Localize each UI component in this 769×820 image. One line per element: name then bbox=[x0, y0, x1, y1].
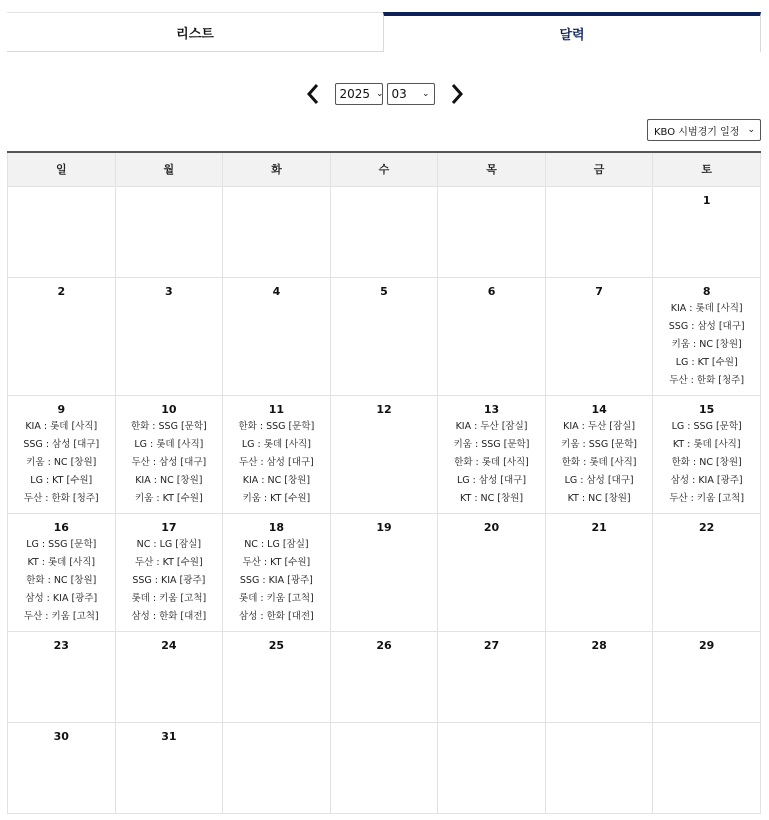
year-select[interactable] bbox=[335, 83, 383, 105]
week-row bbox=[8, 722, 761, 813]
empty-cell bbox=[545, 722, 653, 813]
game-entry[interactable]: LG : KT [수원] bbox=[30, 474, 93, 486]
weekday-header bbox=[8, 152, 761, 186]
day-cell-14 bbox=[545, 395, 653, 513]
day-number: 25 bbox=[268, 638, 285, 652]
empty-cell bbox=[223, 722, 331, 813]
game-entry[interactable]: 두산 : 키움 [고척] bbox=[669, 492, 745, 504]
day-number: 9 bbox=[57, 402, 66, 416]
day-cell-30 bbox=[8, 722, 116, 813]
weekday-fri: 금 bbox=[545, 152, 653, 186]
empty-cell bbox=[330, 186, 438, 277]
day-number: 29 bbox=[699, 638, 715, 652]
day-cell-27 bbox=[438, 631, 546, 722]
empty-cell bbox=[223, 186, 331, 277]
day-number: 22 bbox=[699, 520, 715, 534]
calendar-grid bbox=[7, 151, 761, 814]
month-navigator bbox=[0, 80, 769, 108]
game-entry[interactable]: KT : NC [창원] bbox=[460, 492, 524, 504]
game-entry[interactable]: KIA : 롯데 [사직] bbox=[670, 302, 743, 314]
empty-cell bbox=[653, 722, 761, 813]
day-cell-29 bbox=[653, 631, 761, 722]
day-cell-8 bbox=[653, 277, 761, 395]
day-number: 2 bbox=[57, 284, 66, 298]
game-entry[interactable]: SSG : KIA [광주] bbox=[132, 574, 206, 586]
game-entry[interactable]: SSG : 삼성 [대구] bbox=[23, 438, 100, 450]
day-number: 5 bbox=[380, 284, 388, 298]
game-entry[interactable]: 한화 : NC [창원] bbox=[26, 574, 97, 586]
day-cell-16 bbox=[8, 513, 116, 631]
game-entry[interactable]: 두산 : 삼성 [대구] bbox=[131, 456, 207, 468]
chevron-left-icon bbox=[306, 83, 320, 105]
game-entry[interactable]: LG : KT [수원] bbox=[675, 356, 738, 368]
game-entry[interactable]: KT : 롯데 [사직] bbox=[27, 556, 96, 568]
day-number: 16 bbox=[53, 520, 69, 534]
game-entry[interactable]: 두산 : 키움 [고척] bbox=[23, 610, 99, 622]
day-cell-4 bbox=[223, 277, 331, 395]
day-number: 4 bbox=[272, 284, 281, 298]
chevron-down-icon: ⌄ bbox=[376, 89, 384, 99]
day-cell-1 bbox=[653, 186, 761, 277]
day-number: 10 bbox=[161, 402, 177, 416]
empty-cell bbox=[438, 722, 546, 813]
game-entry[interactable]: 한화 : 롯데 [사직] bbox=[561, 456, 637, 468]
game-entry[interactable]: SSG : 삼성 [대구] bbox=[668, 320, 745, 332]
day-number: 27 bbox=[483, 638, 500, 652]
day-number: 3 bbox=[165, 284, 173, 298]
day-cell-31 bbox=[115, 722, 223, 813]
game-entry[interactable]: 키움 : NC [창원] bbox=[671, 338, 742, 350]
empty-cell bbox=[545, 186, 653, 277]
week-row bbox=[8, 631, 761, 722]
tab-list[interactable]: 리스트 bbox=[7, 12, 383, 52]
day-number: 8 bbox=[702, 284, 711, 298]
weekday-thu: 목 bbox=[438, 152, 546, 186]
day-number: 21 bbox=[591, 520, 607, 534]
chevron-down-icon: ⌄ bbox=[747, 125, 755, 135]
game-entry[interactable]: 한화 : SSG [문학] bbox=[130, 420, 207, 432]
day-cell-12 bbox=[330, 395, 438, 513]
game-entry[interactable]: 두산 : 한화 [청주] bbox=[23, 492, 99, 504]
game-entry[interactable]: 롯데 : 키움 [고척] bbox=[131, 592, 207, 604]
day-cell-22 bbox=[653, 513, 761, 631]
day-cell-25 bbox=[223, 631, 331, 722]
weekday-sun: 일 bbox=[8, 152, 116, 186]
game-entry[interactable]: 두산 : 한화 [청주] bbox=[669, 374, 745, 386]
day-cell-23 bbox=[8, 631, 116, 722]
day-number: 7 bbox=[595, 284, 603, 298]
day-cell-21 bbox=[545, 513, 653, 631]
day-cell-24 bbox=[115, 631, 223, 722]
day-number: 20 bbox=[483, 520, 500, 534]
day-cell-15 bbox=[653, 395, 761, 513]
empty-cell bbox=[330, 722, 438, 813]
game-entry[interactable]: 한화 : NC [창원] bbox=[671, 456, 742, 468]
game-entry[interactable]: LG : 롯데 [사직] bbox=[241, 438, 311, 450]
day-number: 13 bbox=[483, 402, 500, 416]
game-entry[interactable]: 한화 : SSG [문학] bbox=[238, 420, 315, 432]
year-value: 2025 bbox=[339, 87, 371, 101]
day-cell-28 bbox=[545, 631, 653, 722]
game-entry[interactable]: KIA : 두산 [잠실] bbox=[455, 420, 528, 432]
game-entry[interactable]: KIA : NC [창원] bbox=[135, 474, 203, 486]
game-entry[interactable]: 삼성 : KIA [광주] bbox=[670, 474, 743, 486]
weekday-sat: 토 bbox=[653, 152, 761, 186]
chevron-right-icon bbox=[450, 83, 464, 105]
game-entry[interactable]: 키움 : NC [창원] bbox=[26, 456, 97, 468]
next-month-button[interactable] bbox=[447, 82, 467, 106]
game-entry[interactable]: 키움 : KT [수원] bbox=[242, 492, 311, 504]
day-number: 1 bbox=[702, 193, 711, 207]
weekday-mon: 월 bbox=[115, 152, 223, 186]
day-cell-26 bbox=[330, 631, 438, 722]
day-number: 12 bbox=[376, 402, 392, 416]
game-entry[interactable]: KT : 롯데 [사직] bbox=[672, 438, 741, 450]
week-row bbox=[8, 186, 761, 277]
day-number: 28 bbox=[591, 638, 607, 652]
game-entry[interactable]: KIA : 두산 [잠실] bbox=[563, 420, 636, 432]
day-cell-13 bbox=[438, 395, 546, 513]
day-cell-11 bbox=[223, 395, 331, 513]
prev-month-button[interactable] bbox=[303, 82, 323, 106]
day-cell-9 bbox=[8, 395, 116, 513]
game-entry[interactable]: LG : 삼성 [대구] bbox=[564, 474, 634, 486]
month-value: 03 bbox=[391, 87, 407, 101]
weekday-tue: 화 bbox=[223, 152, 331, 186]
game-entry[interactable]: KIA : 롯데 [사직] bbox=[25, 420, 98, 432]
game-entry[interactable]: LG : SSG [문학] bbox=[26, 538, 97, 550]
day-cell-2 bbox=[8, 277, 116, 395]
day-number: 30 bbox=[53, 729, 69, 743]
empty-cell bbox=[8, 186, 116, 277]
game-entry[interactable]: LG : 롯데 [사직] bbox=[134, 438, 204, 450]
week-row bbox=[8, 395, 761, 513]
day-number: 11 bbox=[268, 402, 285, 416]
day-cell-19 bbox=[330, 513, 438, 631]
game-entry[interactable]: LG : 삼성 [대구] bbox=[457, 474, 527, 486]
day-cell-10 bbox=[115, 395, 223, 513]
view-tabs bbox=[7, 12, 761, 52]
day-number: 6 bbox=[487, 284, 496, 298]
game-entry[interactable]: 키움 : SSG [문학] bbox=[453, 438, 530, 450]
game-entry[interactable]: 키움 : KT [수원] bbox=[135, 492, 203, 504]
day-number: 17 bbox=[161, 520, 177, 534]
day-cell-17 bbox=[115, 513, 223, 631]
day-number: 19 bbox=[376, 520, 392, 534]
day-cell-7 bbox=[545, 277, 653, 395]
month-select[interactable] bbox=[387, 83, 435, 105]
chevron-down-icon: ⌄ bbox=[421, 89, 430, 99]
schedule-type-select[interactable] bbox=[647, 119, 761, 141]
day-number: 15 bbox=[699, 402, 715, 416]
game-entry[interactable]: SSG : KIA [광주] bbox=[239, 574, 313, 586]
game-entry[interactable]: 롯데 : 키움 [고척] bbox=[239, 592, 314, 604]
game-entry[interactable]: 두산 : KT [수원] bbox=[242, 556, 311, 568]
day-number: 26 bbox=[376, 638, 392, 652]
weekday-wed: 수 bbox=[330, 152, 438, 186]
game-entry[interactable]: NC : LG [잠실] bbox=[136, 538, 202, 550]
game-entry[interactable]: KIA : NC [창원] bbox=[242, 474, 311, 486]
schedule-type-value: KBO 시범경기 일정 bbox=[654, 126, 740, 138]
tab-calendar[interactable]: 달력 bbox=[383, 12, 761, 52]
game-entry[interactable]: 삼성 : 한화 [대전] bbox=[131, 610, 207, 622]
game-entry[interactable]: 두산 : KT [수원] bbox=[135, 556, 203, 568]
day-number: 18 bbox=[268, 520, 285, 534]
day-cell-18 bbox=[223, 513, 331, 631]
day-number: 14 bbox=[591, 402, 607, 416]
day-cell-3 bbox=[115, 277, 223, 395]
empty-cell bbox=[438, 186, 546, 277]
day-cell-5 bbox=[330, 277, 438, 395]
day-number: 24 bbox=[161, 638, 177, 652]
day-cell-20 bbox=[438, 513, 546, 631]
week-row bbox=[8, 513, 761, 631]
game-entry[interactable]: 두산 : 삼성 [대구] bbox=[239, 456, 314, 468]
day-cell-6 bbox=[438, 277, 546, 395]
game-entry[interactable]: 키움 : SSG [문학] bbox=[561, 438, 637, 450]
game-entry[interactable]: KT : NC [창원] bbox=[567, 492, 631, 504]
game-entry[interactable]: 한화 : 롯데 [사직] bbox=[454, 456, 529, 468]
game-entry[interactable]: LG : SSG [문학] bbox=[671, 420, 742, 432]
empty-cell bbox=[115, 186, 223, 277]
game-entry[interactable]: 삼성 : KIA [광주] bbox=[25, 592, 98, 604]
day-number: 31 bbox=[161, 729, 177, 743]
day-number: 23 bbox=[53, 638, 69, 652]
game-entry[interactable]: 삼성 : 한화 [대전] bbox=[239, 610, 314, 622]
game-entry[interactable]: NC : LG [잠실] bbox=[244, 538, 309, 550]
week-row bbox=[8, 277, 761, 395]
